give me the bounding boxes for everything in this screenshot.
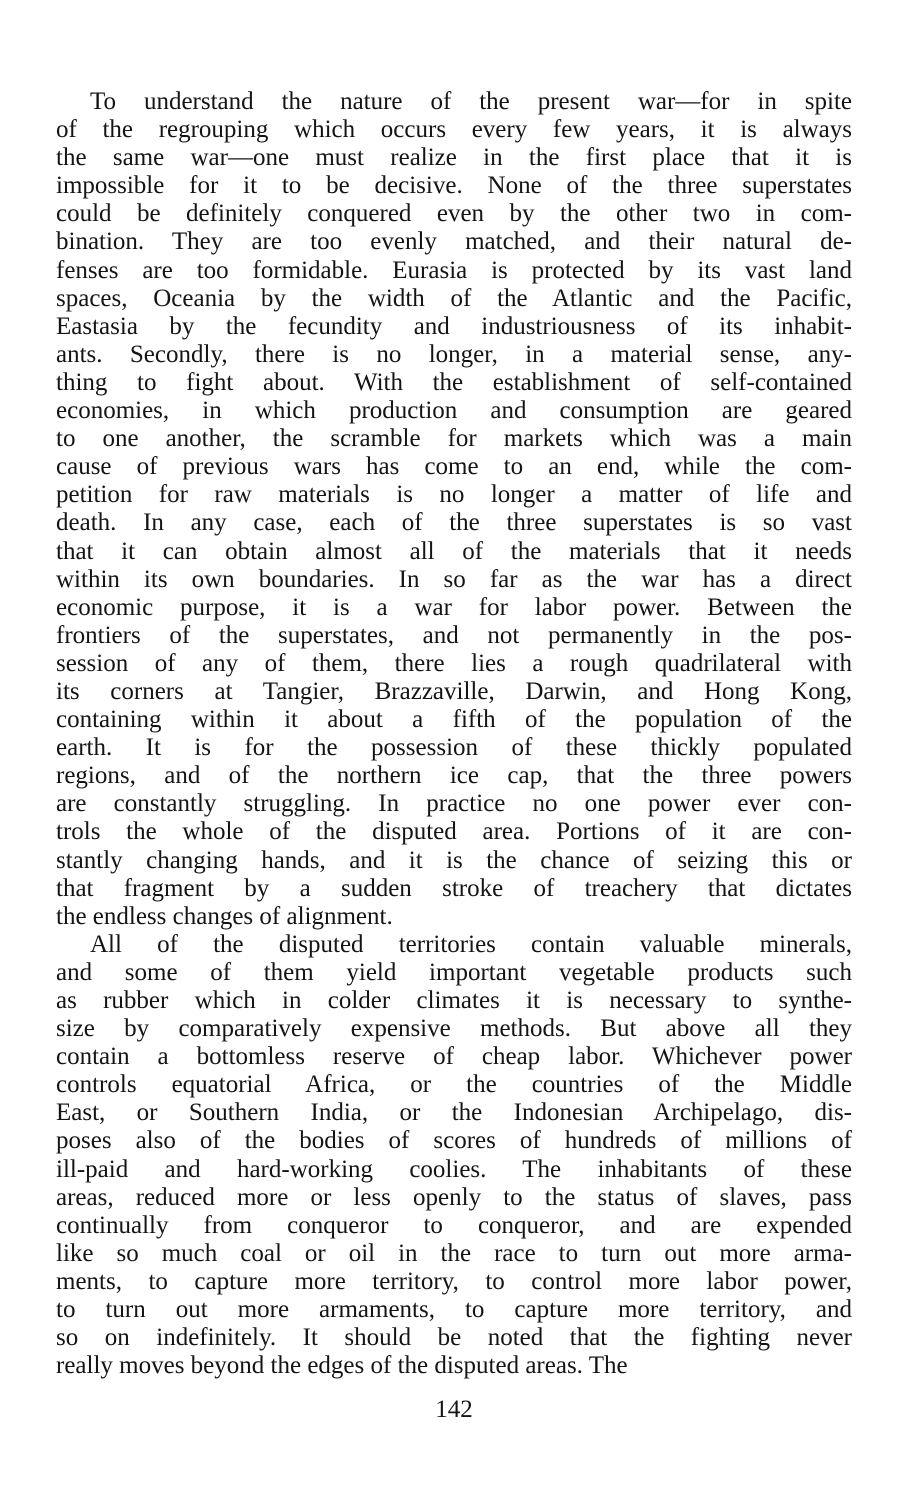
- text-line: All of the disputed territories contain valuable minerals,: [90, 930, 852, 958]
- text-line: ants. Secondly, there is no longer, in a material sense, any-: [56, 340, 852, 368]
- text-line: poses also of the bodies of scores of hundreds of millions of: [56, 1127, 852, 1155]
- text-line: areas, reduced more or less openly to the status of slaves, pass: [56, 1183, 852, 1211]
- text-line: trols the whole of the disputed area. Portions of it are con-: [56, 818, 852, 846]
- paragraph-1: [56, 88, 852, 931]
- text-line: spaces, Oceania by the width of the Atlantic and the Pacific,: [56, 284, 852, 312]
- page-number: 142: [435, 1396, 473, 1423]
- text-line: the same war—one must realize in the first place that it is: [56, 144, 852, 172]
- text-line: size by comparatively expensive methods. But above all they: [56, 1015, 852, 1043]
- text-line: economic purpose, it is a war for labor power. Between the: [56, 593, 852, 621]
- text-line: ill-paid and hard-working coolies. The inhabitants of these: [56, 1155, 852, 1183]
- text-line: really moves beyond the edges of the disputed areas. The: [56, 1352, 628, 1380]
- text-line: that fragment by a sudden stroke of treachery that dictates: [56, 874, 852, 902]
- text-line: thing to fight about. With the establishment of self-contained: [56, 368, 852, 396]
- book-page: [56, 88, 852, 1448]
- text-line: cause of previous wars has come to an end, while the com-: [56, 453, 852, 481]
- text-line: so on indefinitely. It should be noted that the fighting never: [56, 1324, 852, 1352]
- text-line: regions, and of the northern ice cap, that the three powers: [56, 762, 852, 790]
- text-line: containing within it about a fifth of the population of the: [56, 706, 852, 734]
- text-line: the endless changes of alignment.: [56, 902, 393, 930]
- text-line: fenses are too formidable. Eurasia is protected by its vast land: [56, 256, 852, 284]
- text-line: within its own boundaries. In so far as the war has a direct: [56, 565, 852, 593]
- text-line: that it can obtain almost all of the materials that it needs: [56, 537, 852, 565]
- text-line: session of any of them, there lies a rough quadrilateral with: [56, 649, 852, 677]
- text-line: to one another, the scramble for markets which was a main: [56, 425, 852, 453]
- text-line: to turn out more armaments, to capture more territory, and: [56, 1296, 852, 1324]
- text-line: bination. They are too evenly matched, and their natural de-: [56, 228, 852, 256]
- text-line: frontiers of the superstates, and not permanently in the pos-: [56, 621, 852, 649]
- text-line: earth. It is for the possession of these thickly populated: [56, 734, 852, 762]
- text-line: its corners at Tangier, Brazzaville, Darwin, and Hong Kong,: [56, 677, 852, 705]
- text-line: ments, to capture more territory, to control more labor power,: [56, 1267, 852, 1295]
- text-line: and some of them yield important vegetable products such: [56, 958, 852, 986]
- text-line: impossible for it to be decisive. None of the three superstates: [56, 172, 852, 200]
- text-line: death. In any case, each of the three superstates is so vast: [56, 509, 852, 537]
- text-line: East, or Southern India, or the Indonesian Archipelago, dis-: [56, 1099, 852, 1127]
- text-line: To understand the nature of the present war—for in spite: [90, 88, 852, 115]
- text-line: continually from conqueror to conqueror, and are expended: [56, 1211, 852, 1239]
- text-line: Eastasia by the fecundity and industriousness of its inhabit-: [56, 312, 852, 340]
- text-line: are constantly struggling. In practice no one power ever con-: [56, 790, 852, 818]
- body-text: [56, 88, 852, 1380]
- text-line: contain a bottomless reserve of cheap labor. Whichever power: [56, 1043, 852, 1071]
- text-line: stantly changing hands, and it is the chance of seizing this or: [56, 846, 852, 874]
- text-line: economies, in which production and consumption are geared: [56, 397, 852, 425]
- text-line: of the regrouping which occurs every few years, it is always: [56, 116, 852, 144]
- text-line: controls equatorial Africa, or the countries of the Middle: [56, 1071, 852, 1099]
- paragraph-2: [56, 931, 852, 1381]
- text-line: petition for raw materials is no longer a matter of life and: [56, 481, 852, 509]
- text-line: like so much coal or oil in the race to turn out more arma-: [56, 1239, 852, 1267]
- text-line: could be definitely conquered even by the other two in com-: [56, 200, 852, 228]
- text-line: as rubber which in colder climates it is necessary to synthe-: [56, 987, 852, 1014]
